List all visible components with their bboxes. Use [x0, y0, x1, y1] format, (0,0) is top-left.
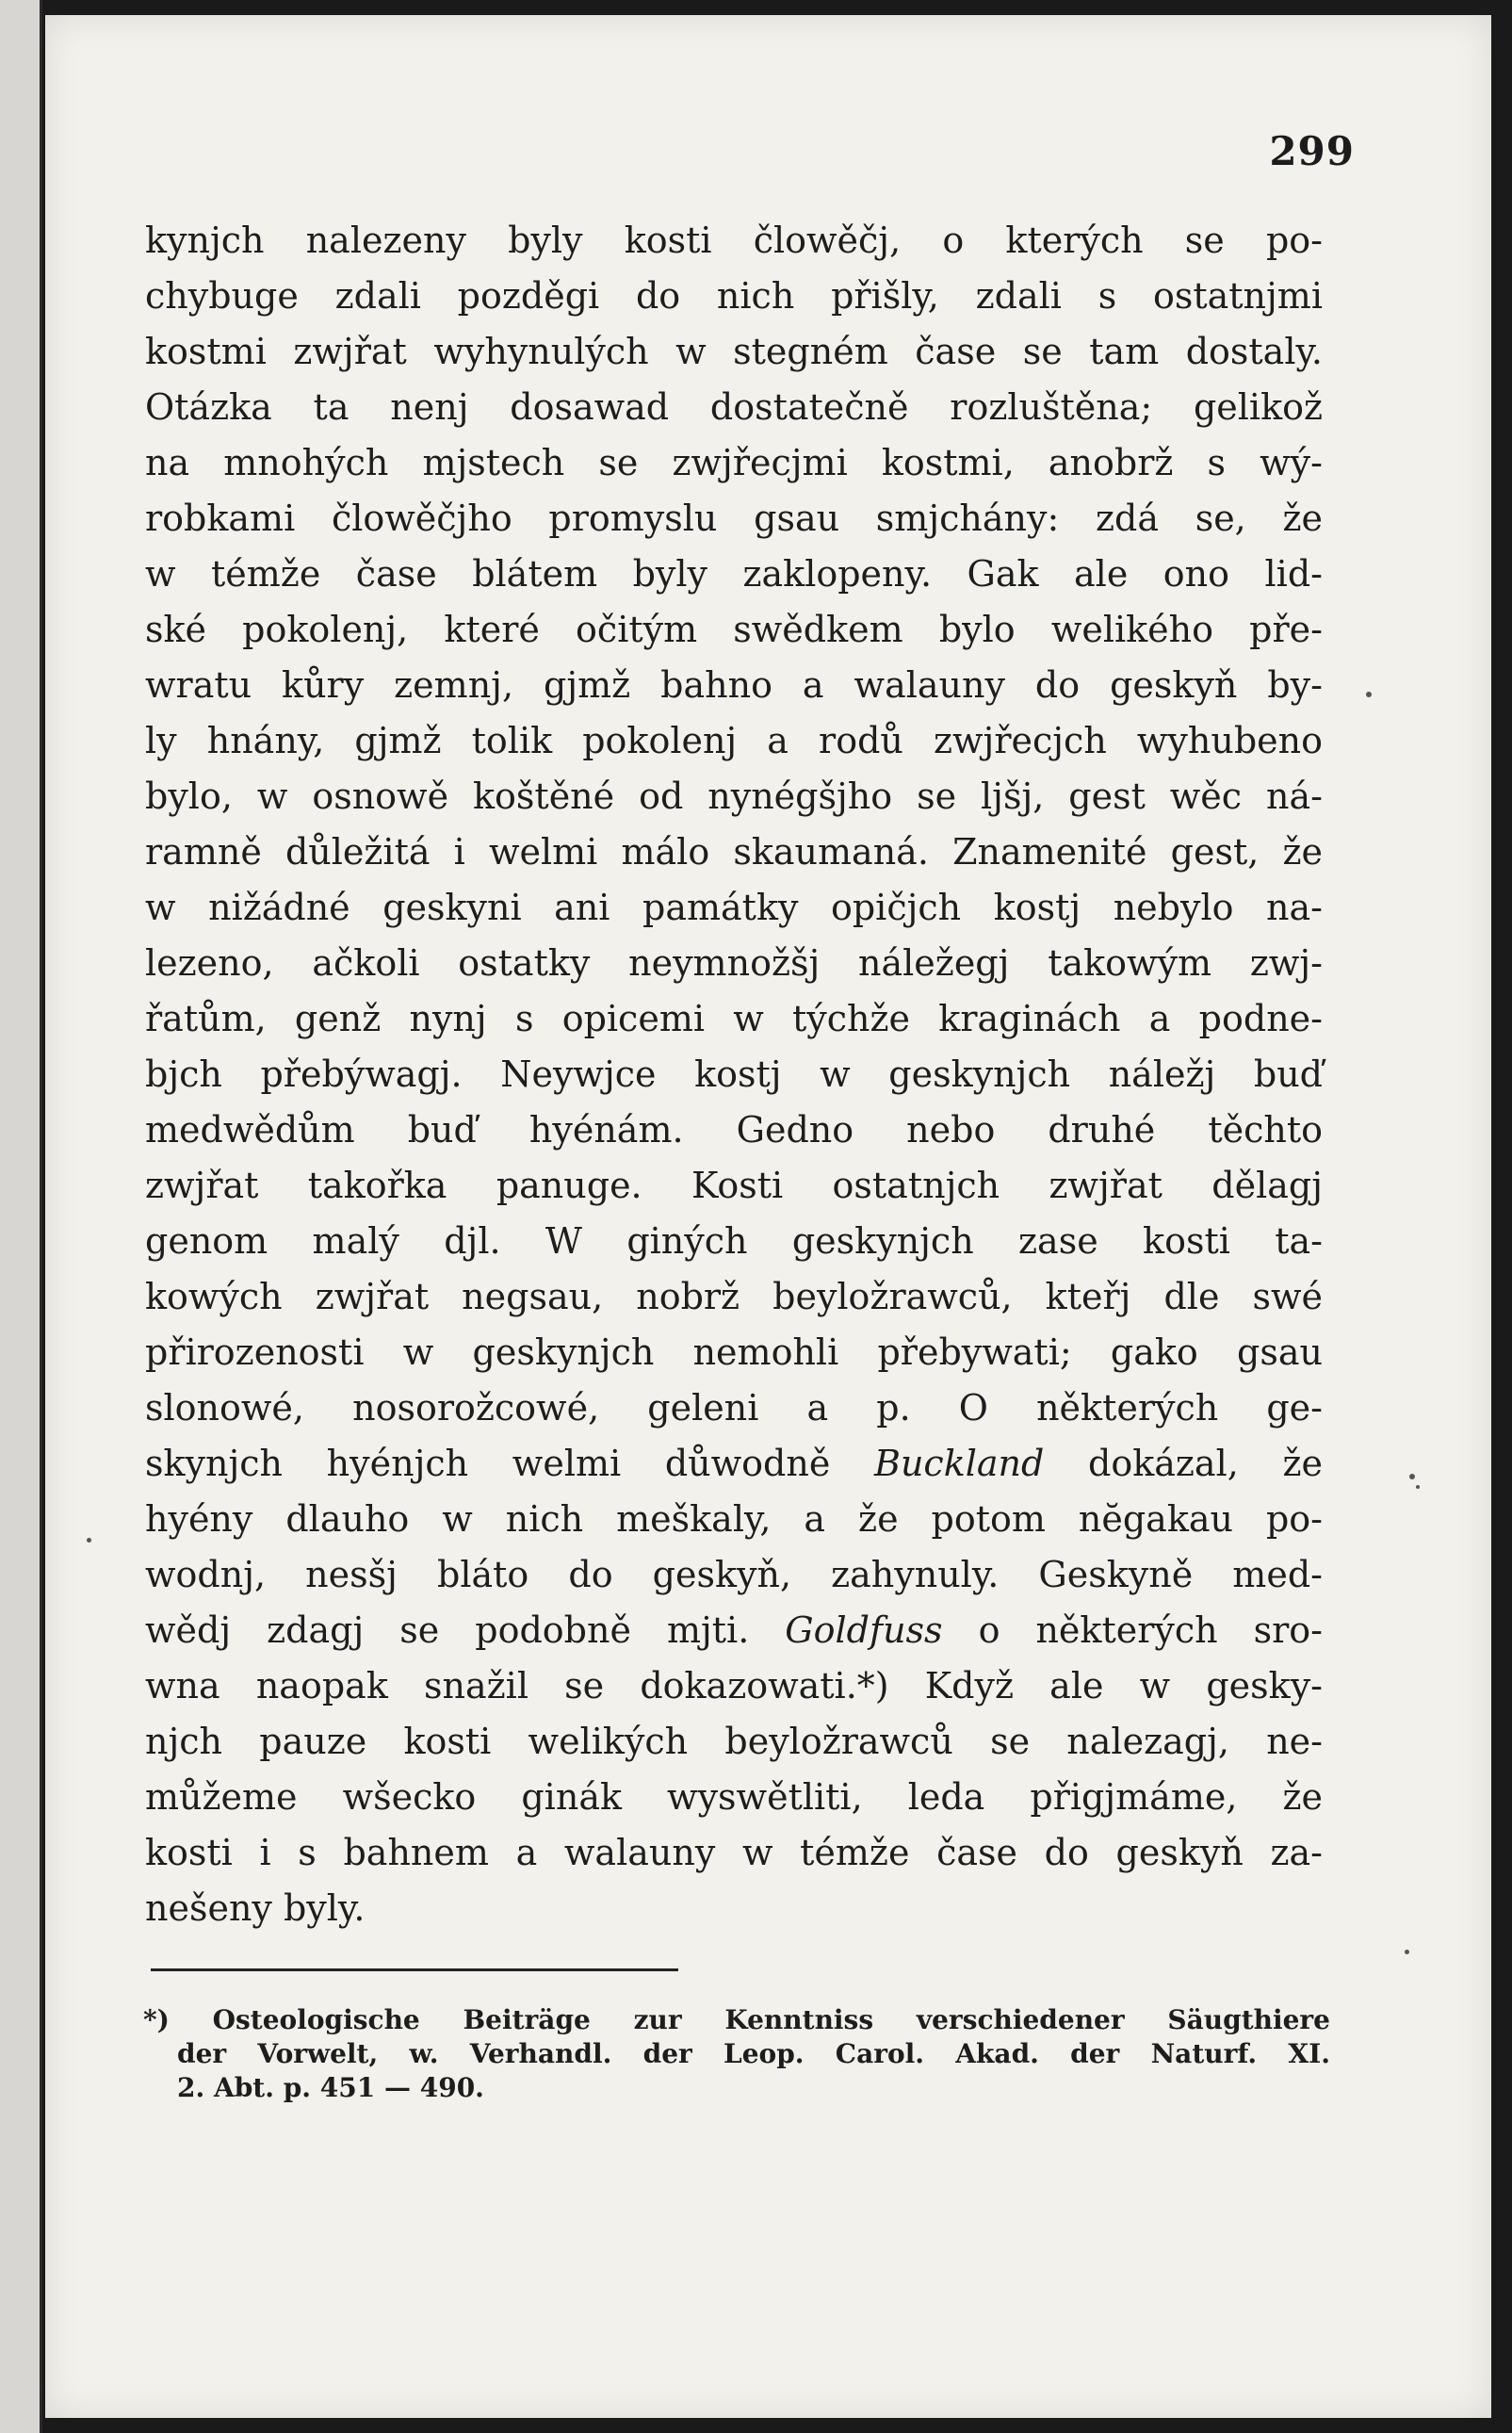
text-line: zwjřat takořka panuge. Kosti ostatnjch zwjřat dělagj [145, 1165, 1323, 1206]
text-line: kowých zwjřat negsau, nobrž beyložrawců, kteřj dle swé [145, 1276, 1323, 1317]
text-line: medwědům buď hyénám. Gedno nebo druhé těchto [145, 1109, 1323, 1151]
text-line: robkami člowěčjho promyslu gsau smjchány: zdá se, že [145, 498, 1323, 539]
text-line-with-citation [145, 1603, 1323, 1658]
text-line: wna naopak snažil se dokazowati.*) Když ale w gesky- [145, 1665, 1323, 1706]
footnote-divider [151, 1968, 678, 1971]
text-line: chybuge zdali pozděgi do nich přišly, zdali s ostatnjmi [145, 275, 1323, 317]
line-end: dokázal, že [1044, 1443, 1324, 1484]
text-line-with-citation [145, 1436, 1323, 1492]
footnote-line: der Vorwelt, w. Verhandl. der Leop. Carol. Akad. der Naturf. XI. [177, 2038, 1330, 2069]
text-line: na mnohých mjstech se zwjřecjmi kostmi, anobrž s wý- [145, 442, 1323, 483]
text-line: slonowé, nosorožcowé, geleni a p. O některých ge- [145, 1387, 1323, 1429]
text-line: njch pauze kosti welikých beyložrawců se nalezagj, ne- [145, 1721, 1323, 1762]
text-line: bylo, w osnowě koštěné od nynégšjho se ljšj, gest wěc ná- [145, 776, 1323, 817]
text-line: ramně důležitá i welmi málo skaumaná. Znamenité gest, že [145, 831, 1323, 873]
text-line: ské pokolenj, které očitým swědkem bylo welikého pře- [145, 609, 1323, 650]
body-text [145, 213, 1323, 1936]
text-line: hyény dlauho w nich meškaly, a že potom nĕgakau po- [145, 1498, 1323, 1540]
adjacent-page-edge [0, 0, 42, 2433]
footnote-line: 2. Abt. p. 451 — 490. [177, 2072, 484, 2103]
text-line: přirozenosti w geskynjch nemohli přebywati; gako gsau [145, 1331, 1323, 1373]
text-line: wratu kůry zemnj, gjmž bahno a walauny do geskyň by- [145, 664, 1323, 706]
book-page [45, 15, 1491, 2418]
page-number: 299 [1269, 128, 1355, 174]
text-line: w nižádné geskyni ani památky opičjch kostj nebylo na- [145, 887, 1323, 928]
footnote-line: *) Osteologische Beiträge zur Kenntniss verschiedener Säugthiere [143, 2004, 1330, 2035]
paper-speck [1416, 1485, 1420, 1489]
footnote [143, 2003, 1330, 2105]
line-start: skynjch hyénjch welmi důwodně [145, 1443, 875, 1484]
paper-speck [1405, 1950, 1409, 1954]
text-line: genom malý djl. W giných geskynjch zase kosti ta- [145, 1220, 1323, 1262]
paper-speck [1409, 1474, 1415, 1479]
paper-speck [87, 1538, 91, 1543]
author-name-buckland: Buckland [874, 1443, 1045, 1484]
paper-speck [1366, 692, 1372, 697]
text-line: lezeno, ačkoli ostatky neymnožšj náležegj takowým zwj- [145, 942, 1323, 984]
text-line: kosti i s bahnem a walauny w témže čase do geskyň za- [145, 1832, 1323, 1873]
text-line: bjch přebýwagj. Neywjce kostj w geskynjch náležj buď [145, 1053, 1323, 1095]
text-line: Otázka ta nenj dosawad dostatečně rozluštěna; gelikož [145, 386, 1323, 428]
text-line: kynjch nalezeny byly kosti člowěčj, o kterých se po- [145, 220, 1323, 261]
author-name-goldfuss: Goldfuss [785, 1609, 943, 1651]
text-line: wodnj, nesšj bláto do geskyň, zahynuly. Geskyně med- [145, 1554, 1323, 1595]
text-line-last: nešeny byly. [145, 1887, 366, 1929]
text-line: ly hnány, gjmž tolik pokolenj a rodů zwjřecjch wyhubeno [145, 720, 1323, 761]
text-line: kostmi zwjřat wyhynulých w stegném čase se tam dostaly. [145, 331, 1323, 372]
line-end: o některých sro- [942, 1609, 1323, 1651]
text-line: můžeme wšecko ginák wyswětliti, leda přigjmáme, že [145, 1776, 1323, 1818]
text-line: w témže čase blátem byly zaklopeny. Gak ale ono lid- [145, 553, 1323, 595]
text-line: řatům, genž nynj s opicemi w týchže kraginách a podne- [145, 998, 1323, 1039]
line-start: wědj zdagj se podobně mjti. [145, 1609, 786, 1651]
